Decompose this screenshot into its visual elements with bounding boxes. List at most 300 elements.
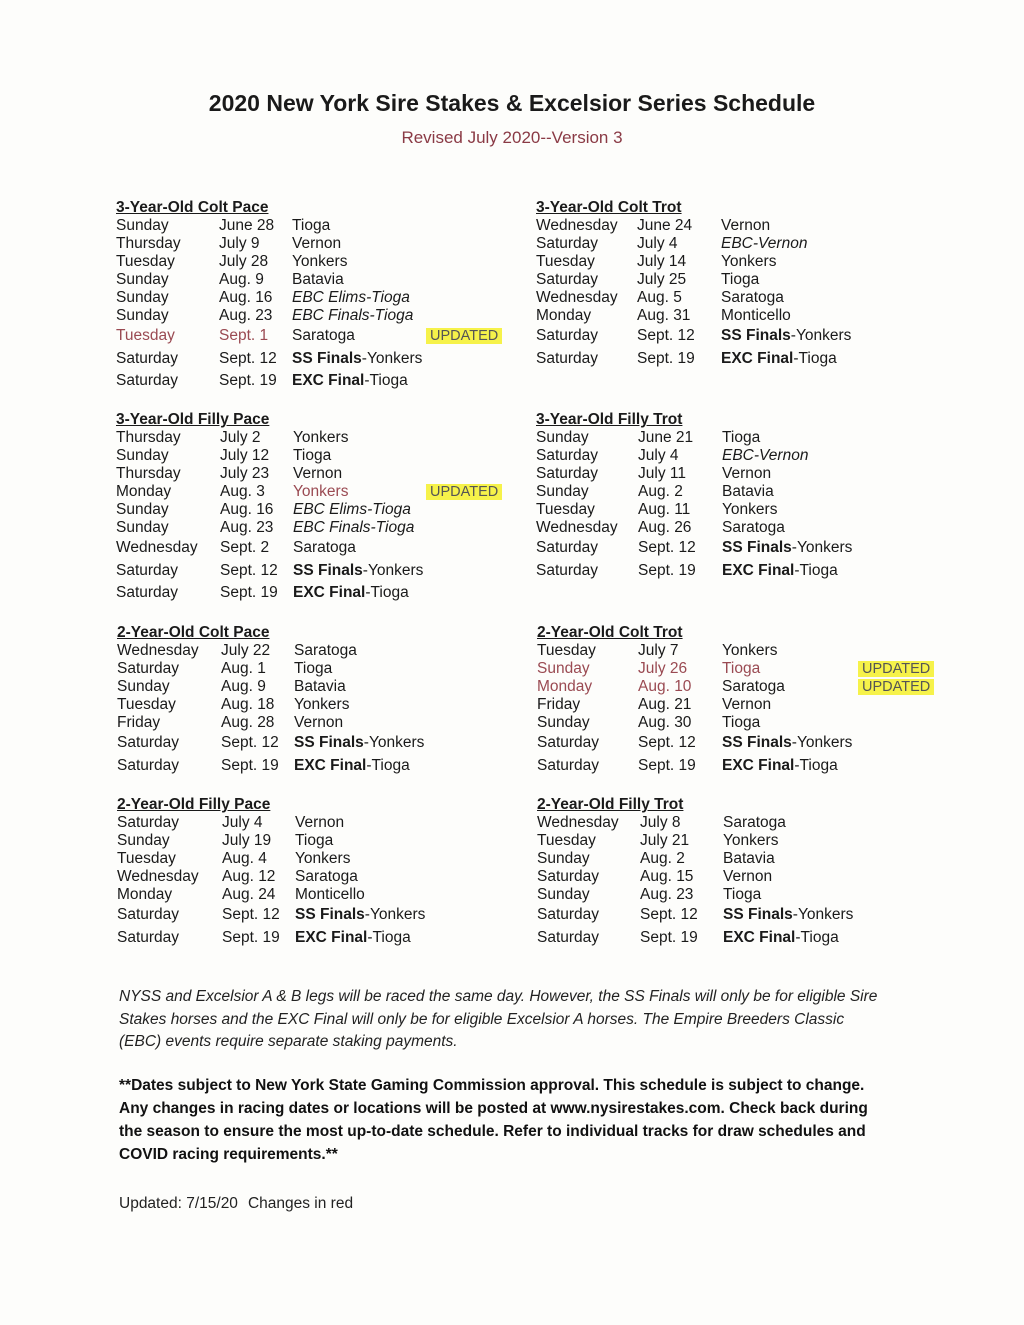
venue: Monticello — [721, 307, 791, 324]
venue-rest: -Tioga — [793, 349, 837, 367]
venue-bold: SS Finals — [722, 539, 792, 556]
day: Wednesday — [116, 539, 198, 556]
day: Saturday — [117, 906, 180, 923]
date: Aug. 4 — [222, 850, 267, 867]
schedule-row-changed — [537, 678, 1007, 696]
venue: Tioga — [722, 660, 761, 677]
venue: Tioga — [295, 832, 334, 849]
day: Wednesday — [117, 642, 199, 659]
venue-bold: EXC Final — [723, 928, 796, 946]
day: Sunday — [116, 447, 169, 464]
day: Sunday — [117, 832, 170, 849]
day: Sunday — [116, 307, 169, 324]
date: Aug. 23 — [219, 307, 273, 324]
schedule-row — [116, 271, 586, 289]
day: Saturday — [536, 235, 599, 252]
venue — [295, 904, 425, 927]
day: Wednesday — [536, 289, 618, 306]
venue-rest: -Tioga — [795, 928, 839, 946]
day: Saturday — [536, 349, 599, 367]
venue-rest: -Yonkers — [364, 906, 426, 923]
section-title: 3-Year-Old Colt Trot — [536, 199, 682, 216]
venue — [294, 732, 424, 755]
day: Tuesday — [536, 253, 595, 270]
schedule-row — [537, 714, 1007, 732]
venue: Vernon — [293, 465, 343, 482]
venue-bold: EXC Final — [294, 756, 367, 774]
day: Wednesday — [117, 868, 199, 885]
venue-bold: SS Finals — [295, 906, 365, 923]
section-2yo-filly-trot — [537, 796, 1007, 949]
date: Aug. 26 — [638, 519, 692, 536]
schedule-row — [117, 732, 587, 755]
schedule-row — [536, 217, 1006, 235]
section-title: 2-Year-Old Colt Trot — [537, 624, 683, 641]
day: Thursday — [116, 465, 181, 482]
date: Sept. 19 — [220, 584, 278, 601]
schedule-row — [116, 519, 586, 537]
schedule-row — [537, 868, 1007, 886]
schedule-row — [117, 850, 587, 868]
schedule-row — [536, 289, 1006, 307]
venue-rest: -Tioga — [794, 756, 838, 774]
day: Monday — [537, 678, 593, 695]
venue — [292, 370, 408, 393]
schedule-row-changed — [537, 660, 1007, 678]
venue — [722, 732, 852, 755]
day: Sunday — [536, 483, 589, 500]
section-3yo-filly-pace — [116, 411, 586, 605]
schedule-row — [116, 235, 586, 253]
schedule-row — [117, 642, 587, 660]
venue: Vernon — [721, 217, 771, 234]
venue — [295, 927, 411, 950]
venue-bold: EXC Final — [293, 584, 366, 601]
section-3yo-filly-trot — [536, 411, 1006, 582]
date: July 22 — [221, 642, 271, 659]
venue: Yonkers — [293, 429, 349, 446]
schedule-row — [536, 348, 1006, 371]
date: July 12 — [220, 447, 270, 464]
schedule-row — [117, 886, 587, 904]
day: Saturday — [537, 756, 600, 774]
day: Sunday — [536, 429, 589, 446]
venue-bold: SS Finals — [722, 734, 792, 751]
date: June 28 — [219, 217, 275, 234]
venue: Saratoga — [294, 642, 357, 659]
schedule-row — [536, 429, 1006, 447]
date: Aug. 16 — [219, 289, 273, 306]
schedule-row — [116, 465, 586, 483]
date: Aug. 9 — [221, 678, 266, 695]
changes-note: Changes in red — [247, 1195, 354, 1212]
schedule-row — [116, 348, 586, 371]
venue: Yonkers — [722, 642, 778, 659]
day: Saturday — [536, 271, 599, 288]
schedule-row — [117, 868, 587, 886]
day: Sunday — [117, 678, 170, 695]
day: Friday — [117, 714, 161, 731]
schedule-row — [116, 582, 586, 605]
venue: Saratoga — [292, 327, 355, 344]
schedule-row — [536, 483, 1006, 501]
venue — [294, 755, 410, 778]
venue: Tioga — [293, 447, 332, 464]
day: Saturday — [536, 327, 599, 344]
date: Sept. 1 — [219, 327, 269, 344]
schedule-row — [536, 325, 1006, 348]
updated-line — [119, 1195, 879, 1213]
venue: Saratoga — [293, 539, 356, 556]
date: Aug. 31 — [637, 307, 691, 324]
day: Saturday — [117, 928, 180, 946]
day: Tuesday — [117, 850, 176, 867]
schedule-row — [537, 732, 1007, 755]
schedule-row — [116, 289, 586, 307]
schedule-row — [117, 696, 587, 714]
date: Aug. 3 — [220, 483, 265, 500]
day: Saturday — [537, 734, 600, 751]
page-subtitle: Revised July 2020--Version 3 — [401, 128, 623, 147]
venue-rest: -Yonkers — [791, 734, 853, 751]
date: July 14 — [637, 253, 687, 270]
venue: Tioga — [292, 217, 331, 234]
day: Saturday — [536, 539, 599, 556]
venue: Vernon — [723, 868, 773, 885]
venue — [721, 348, 837, 371]
day: Monday — [536, 307, 592, 324]
venue-bold: EXC Final — [722, 756, 795, 774]
schedule-row — [536, 253, 1006, 271]
venue-bold: EXC Final — [721, 349, 794, 367]
schedule-row-changed — [116, 325, 586, 348]
venue-rest: -Yonkers — [363, 734, 425, 751]
day: Wednesday — [536, 519, 618, 536]
date: Aug. 21 — [638, 696, 692, 713]
schedule-row — [116, 370, 586, 393]
day: Tuesday — [117, 696, 176, 713]
date: Sept. 19 — [638, 561, 696, 579]
date: Sept. 19 — [638, 756, 696, 774]
day: Saturday — [117, 734, 180, 751]
date: Sept. 12 — [222, 906, 280, 923]
day: Monday — [116, 483, 172, 500]
day: Wednesday — [536, 217, 618, 234]
schedule-row — [537, 755, 1007, 778]
day: Tuesday — [537, 642, 596, 659]
day: Thursday — [116, 235, 181, 252]
venue — [723, 904, 853, 927]
venue: Saratoga — [723, 814, 786, 831]
date: Sept. 19 — [222, 928, 280, 946]
date: Aug. 5 — [637, 289, 682, 306]
day: Wednesday — [537, 814, 619, 831]
date: July 26 — [638, 660, 688, 677]
schedule-row — [536, 560, 1006, 583]
day: Sunday — [537, 886, 590, 903]
date: Aug. 10 — [638, 678, 692, 695]
date: Sept. 12 — [637, 327, 695, 344]
schedule-row — [117, 678, 587, 696]
venue: Yonkers — [293, 483, 349, 500]
date: Aug. 15 — [640, 868, 694, 885]
schedule-row — [117, 927, 587, 950]
updated-badge: UPDATED — [426, 484, 502, 500]
venue: Batavia — [722, 483, 774, 500]
day: Saturday — [116, 561, 179, 579]
schedule-row — [116, 429, 586, 447]
schedule-row — [117, 660, 587, 678]
updated-badge: UPDATED — [858, 679, 934, 695]
day: Saturday — [117, 814, 180, 831]
venue-rest: -Tioga — [366, 756, 410, 774]
day: Sunday — [537, 660, 590, 677]
day: Saturday — [536, 561, 599, 579]
day: Saturday — [536, 447, 599, 464]
schedule-row — [537, 904, 1007, 927]
page-title: 2020 New York Sire Stakes & Excelsior Series Schedule — [208, 90, 816, 116]
venue — [722, 755, 838, 778]
day: Saturday — [117, 660, 180, 677]
venue-rest: -Yonkers — [362, 561, 424, 579]
venue: EBC Finals-Tioga — [292, 307, 414, 324]
date: Aug. 16 — [220, 501, 274, 518]
updated-date: Updated: 7/15/20 — [119, 1195, 238, 1212]
section-2yo-colt-trot — [537, 624, 1007, 777]
updated-badge: UPDATED — [426, 328, 502, 344]
venue-bold: EXC Final — [722, 561, 795, 579]
date: Aug. 1 — [221, 660, 266, 677]
schedule-row — [536, 271, 1006, 289]
date: Aug. 28 — [221, 714, 275, 731]
venue: EBC Finals-Tioga — [293, 519, 415, 536]
day: Sunday — [537, 714, 590, 731]
venue: Vernon — [294, 714, 344, 731]
eligibility-note: NYSS and Excelsior A & B legs will be raced the same day. However, the SS Finals will only be for eligible Sire Stakes horses and the EXC Final will only be for eligible Excelsior A horses. The Empire Breeders Classic (EBC) events require separate staking payments. — [119, 988, 878, 1050]
date: July 4 — [638, 447, 679, 464]
schedule-row — [536, 537, 1006, 560]
day: Saturday — [116, 372, 179, 389]
venue — [292, 348, 422, 371]
date: Sept. 19 — [640, 928, 698, 946]
venue-bold: SS Finals — [721, 327, 791, 344]
date: Aug. 23 — [220, 519, 274, 536]
schedule-row — [537, 814, 1007, 832]
venue-bold: SS Finals — [293, 561, 363, 579]
disclaimer-note: **Dates subject to New York State Gaming Commission approval. This schedule is subject to change. Any changes in racing dates or locations will be posted at www.nysirestakes.com. Check back during the season to ensure the most up-to-date schedule. Refer to individual tracks for draw schedules and COVID racing requirements.** — [119, 1077, 868, 1163]
date: Aug. 2 — [640, 850, 685, 867]
section-title: 3-Year-Old Colt Pace — [116, 199, 269, 216]
day: Sunday — [116, 519, 169, 536]
day: Saturday — [537, 868, 600, 885]
venue: Yonkers — [721, 253, 777, 270]
venue: Tioga — [723, 886, 762, 903]
schedule-row — [537, 927, 1007, 950]
venue-rest: -Tioga — [794, 561, 838, 579]
date: July 19 — [222, 832, 272, 849]
section-2yo-filly-pace — [117, 796, 587, 949]
schedule-row — [117, 832, 587, 850]
schedule-row — [537, 696, 1007, 714]
venue: Monticello — [295, 886, 365, 903]
date: Aug. 12 — [222, 868, 276, 885]
date: Aug. 23 — [640, 886, 694, 903]
schedule-row — [117, 814, 587, 832]
schedule-row — [537, 642, 1007, 660]
date: July 23 — [220, 465, 270, 482]
venue-bold: SS Finals — [292, 349, 362, 367]
schedule-row — [117, 904, 587, 927]
day: Friday — [537, 696, 581, 713]
date: June 24 — [637, 217, 693, 234]
date: July 28 — [219, 253, 269, 270]
venue-bold: EXC Final — [295, 928, 368, 946]
day: Tuesday — [537, 832, 596, 849]
venue: EBC-Vernon — [722, 447, 809, 464]
schedule-row — [537, 886, 1007, 904]
day: Sunday — [116, 271, 169, 288]
date: July 4 — [637, 235, 678, 252]
date: July 2 — [220, 429, 261, 446]
venue-rest: -Yonkers — [361, 349, 423, 367]
date: Aug. 11 — [638, 501, 691, 518]
date: June 21 — [638, 429, 694, 446]
venue: Vernon — [722, 696, 772, 713]
date: Sept. 12 — [220, 561, 278, 579]
venue: Saratoga — [722, 678, 785, 695]
date: July 21 — [640, 832, 690, 849]
schedule-row — [116, 447, 586, 465]
venue: EBC-Vernon — [721, 235, 808, 252]
venue: Saratoga — [722, 519, 785, 536]
day: Saturday — [117, 756, 180, 774]
venue-rest: -Yonkers — [790, 327, 852, 344]
day: Sunday — [537, 850, 590, 867]
schedule-row — [116, 217, 586, 235]
venue: Tioga — [294, 660, 333, 677]
schedule-row — [116, 307, 586, 325]
date: Aug. 9 — [219, 271, 264, 288]
schedule-row — [536, 501, 1006, 519]
venue: Yonkers — [723, 832, 779, 849]
section-title: 2-Year-Old Colt Pace — [117, 624, 270, 641]
venue: Yonkers — [295, 850, 351, 867]
day: Sunday — [116, 289, 169, 306]
section-title: 2-Year-Old Filly Pace — [117, 796, 271, 813]
date: Aug. 30 — [638, 714, 692, 731]
venue: Tioga — [721, 271, 760, 288]
section-title: 3-Year-Old Filly Pace — [116, 411, 270, 428]
date: Aug. 24 — [222, 886, 276, 903]
venue: Saratoga — [295, 868, 358, 885]
day: Saturday — [536, 465, 599, 482]
date: Sept. 2 — [220, 539, 270, 556]
date: Sept. 19 — [221, 756, 279, 774]
date: July 9 — [219, 235, 260, 252]
date: July 7 — [638, 642, 679, 659]
venue: EBC Elims-Tioga — [292, 289, 410, 306]
schedule-row — [537, 832, 1007, 850]
venue: Batavia — [292, 271, 344, 288]
day: Thursday — [116, 429, 181, 446]
day: Saturday — [116, 584, 179, 601]
venue-rest: -Tioga — [367, 928, 411, 946]
day: Tuesday — [116, 327, 175, 344]
day: Sunday — [116, 217, 169, 234]
venue — [293, 582, 409, 605]
schedule-row — [536, 447, 1006, 465]
date: July 8 — [640, 814, 681, 831]
schedule-row — [536, 465, 1006, 483]
schedule-row-changed — [116, 483, 586, 501]
schedule-row — [536, 519, 1006, 537]
date: Sept. 19 — [637, 349, 695, 367]
date: Aug. 18 — [221, 696, 275, 713]
date: July 25 — [637, 271, 687, 288]
schedule-row — [117, 755, 587, 778]
venue-bold: SS Finals — [723, 906, 793, 923]
updated-badge: UPDATED — [858, 661, 934, 677]
day: Saturday — [537, 906, 600, 923]
date: Sept. 12 — [638, 539, 696, 556]
venue: Vernon — [295, 814, 345, 831]
venue: EBC Elims-Tioga — [293, 501, 411, 518]
schedule-row — [116, 537, 586, 560]
day: Saturday — [537, 928, 600, 946]
section-3yo-colt-trot — [536, 199, 1006, 370]
date: Aug. 2 — [638, 483, 683, 500]
schedule-row — [537, 850, 1007, 868]
venue: Vernon — [722, 465, 772, 482]
venue: Yonkers — [292, 253, 348, 270]
day: Tuesday — [116, 253, 175, 270]
venue-rest: -Tioga — [364, 372, 408, 389]
venue: Batavia — [294, 678, 346, 695]
date: Sept. 12 — [219, 349, 277, 367]
section-title: 3-Year-Old Filly Trot — [536, 411, 683, 428]
venue — [723, 927, 839, 950]
venue — [721, 325, 851, 348]
section-3yo-colt-pace — [116, 199, 586, 393]
venue: Tioga — [722, 714, 761, 731]
venue-bold: EXC Final — [292, 372, 365, 389]
day: Sunday — [116, 501, 169, 518]
day: Tuesday — [536, 501, 595, 518]
schedule-row — [116, 501, 586, 519]
section-2yo-colt-pace — [117, 624, 587, 777]
schedule-row — [536, 235, 1006, 253]
day: Monday — [117, 886, 173, 903]
date: Sept. 12 — [221, 734, 279, 751]
date: Sept. 12 — [638, 734, 696, 751]
schedule-row — [117, 714, 587, 732]
day: Saturday — [116, 349, 179, 367]
venue-rest: -Tioga — [365, 584, 409, 601]
schedule-row — [116, 253, 586, 271]
venue: Yonkers — [722, 501, 778, 518]
schedule-row — [116, 560, 586, 583]
venue: Batavia — [723, 850, 775, 867]
date: Sept. 19 — [219, 372, 277, 389]
venue — [722, 537, 852, 560]
venue: Tioga — [722, 429, 761, 446]
schedule-row — [536, 307, 1006, 325]
venue: Yonkers — [294, 696, 350, 713]
venue — [293, 560, 423, 583]
venue — [722, 560, 838, 583]
venue: Saratoga — [721, 289, 784, 306]
date: July 11 — [638, 465, 686, 482]
